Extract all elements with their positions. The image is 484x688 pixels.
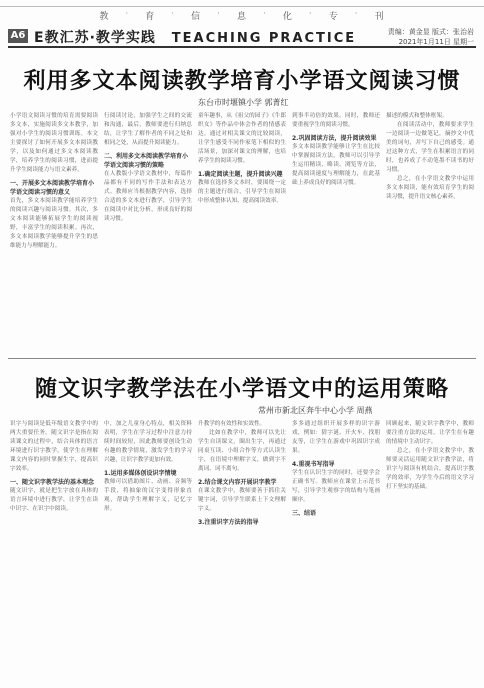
subheading: 一、随文识字教学法的基本理念	[10, 479, 95, 486]
paragraph: 回顾起来，随文识字教学中，教师要注重方法的运用，让学生在有趣的情境中主动识字。	[386, 421, 474, 445]
subheading: 2.结合课文内容开展识字教学	[198, 479, 277, 486]
article-1-body	[10, 112, 474, 352]
page-meta	[388, 27, 474, 47]
paragraph: 多多通过组织开展多样的识字游戏，例如：猜字谜、开火车、找朋友等，让学生在游戏中巩固识字成果。	[292, 421, 380, 454]
paragraph: 到事半功倍的效果。同时，教师还要重视学生的阅读习惯。	[292, 113, 380, 128]
header-slogan: 教 · 育 · 信 · 息 · 化 · 专 · 刊	[99, 9, 385, 22]
paragraph: 总之，在小学语文教学中，教师要灵活运用随文识字教学法，将识字与阅读有机结合，提高识字教学的效率，为学生今后的语文学习打下坚实的基础。	[386, 448, 474, 490]
article-1-column	[292, 112, 380, 352]
article-1-byline: 东台市时堰镇小学 郭菁红	[198, 98, 289, 107]
section-title-cn: E教汇苏·教学实践	[34, 30, 156, 46]
article-1-column	[198, 112, 286, 352]
article-1-title: 利用多文本阅读教学培育小学语文阅读习惯	[23, 69, 461, 94]
header-rule	[8, 46, 476, 48]
article-2-byline: 常州市新北区奔牛中心小学 周燕	[258, 406, 373, 415]
subheading: 4.重视书写指导	[292, 461, 335, 468]
paragraph: 小学语文阅读习惯的培育需要阅读多文本，实施阅读多文本教学，加强对小学生的阅读习惯训练。本文主要探讨了如何开展多文本阅读教学，以及如何通过多文本阅读教学，培养学生的阅读习惯，进而提升学生阅读能力与语文素养。	[10, 113, 98, 173]
section-title	[34, 27, 356, 47]
subheading: 1.确定阅读主题，提升阅读兴趣	[198, 171, 283, 178]
slogan-char: 专	[328, 12, 339, 22]
paragraph: 首先，多文本阅读教学能培养学生的阅读兴趣与阅读习惯。其次，多文本阅读能够拓展学生的阅读视野，丰富学生的阅读积累。再次，多文本阅读教学能够提升学生的思维能力与理解能力。	[10, 198, 98, 249]
paragraph: 识字与阅读是低年级语文教学中的两大重要任务。随文识字是指在阅读课文的过程中，结合具体的语言环境进行识字教学，使学生在理解课文内容的同时掌握生字，提高识字效率。	[10, 421, 98, 472]
paragraph: 教师可以借助图片、动画、音频等手段，将抽象的汉字变得形象直观，帮助学生理解字义，记忆字形。	[104, 479, 192, 512]
paragraph: 总之，在小学语文教学中运用多文本阅读，能有效培育学生的阅读习惯，提升语文核心素养。	[386, 176, 474, 200]
article-2-column	[198, 420, 286, 682]
article-2-title: 随文识字教学法在小学语文中的运用策略	[34, 377, 449, 402]
slogan-char: 教	[99, 12, 110, 22]
paragraph: 学生在认识生字的同时，还要学会正确书写。教师应在课堂上示范书写，引导学生观察字的结构与笔画顺序。	[292, 470, 380, 503]
slogan-char: 育	[145, 12, 156, 22]
article-2-body	[10, 420, 474, 682]
subheading: 3.注重识字方法的指导	[198, 519, 259, 526]
slogan-char: 息	[236, 12, 247, 22]
paragraph: 在课文教学中，教师要善于抓住关键字词，引导学生联系上下文理解字义。	[198, 488, 286, 512]
paragraph: 中，加之儿童身心特点，相关资料表明，学生在学习过程中注意力持续时间较短，因此教师要创设生动有趣的教学情境，激发学生的学习兴趣，让识字教学更加有效。	[104, 421, 192, 463]
subheading: 2.巩固阅读方法，提升阅读效果	[292, 135, 377, 142]
subheading: 1.运用多媒体创设识字情境	[104, 470, 177, 477]
subheading: 三、结语	[292, 510, 317, 517]
paragraph: 在人教版小学语文教材中，每篇作品都有不同的写作手法和表达方式。教师应当根据教学内容，选择合适的多文本进行教学，引导学生在阅读中对比分析，形成良好的阅读习惯。	[104, 171, 192, 222]
slogan-char: 信	[191, 12, 202, 22]
paragraph: 描述的模式和整体框架。	[386, 113, 448, 119]
header-top-line	[0, 6, 484, 7]
article-1-column	[104, 112, 192, 352]
subheading: 一、开展多文本阅读教学培育小学语文阅读习惯的意义	[10, 180, 95, 196]
article-divider	[8, 358, 476, 359]
paragraph: 教师在选择多文本时，要围绕一定的主题进行组合，引导学生在阅读中形成整体认知，提高阅读效率。	[198, 180, 286, 204]
paragraph: 多文本阅读教学能够让学生在比较中掌握阅读方法。教师可以引导学生运用精读、略读、浏览等方法，提高阅读速度与理解能力，在此基础上养成良好的阅读习惯。	[292, 144, 380, 186]
paragraph: 随文识字，就是把生字放在具体的语言环境中进行教学，让学生在读中识字、在识字中阅读。	[10, 488, 98, 512]
article-1-column	[10, 112, 98, 352]
article-2-column	[386, 420, 474, 682]
meta-date: 2021年1月11日 星期一	[398, 38, 474, 46]
paragraph: 升教学的有效性和实效性。	[198, 421, 266, 427]
paragraph: 行阅读讨论，加强学生之间的交流和沟通，最后，教师要进行归纳总结，让学生了解作者的不同之处和相同之处，从而提升阅读能力。	[104, 113, 192, 146]
paragraph: 在阅读活动中，教师要求学生一边阅读一边做笔记，摘抄文中优美的词句，并写下自己的感受。通过这种方式，学生在积累语言的同时，也养成了不动笔墨不读书的好习惯。	[386, 122, 474, 173]
article-2-column	[292, 420, 380, 682]
slogan-char: 化	[282, 12, 293, 22]
page-code-badge: A6	[8, 29, 28, 43]
slogan-char: 刊	[374, 12, 385, 22]
paragraph: 童年趣事，从《祖父的园子》《牛郎织女》等作品中体会作者的情感表达。通过对相关课文的比较阅读，让学生感受不同作家笔下相似的生活场景，加深对课文的理解，也培养学生的阅读习惯。	[198, 113, 286, 164]
article-1-column	[386, 112, 474, 352]
meta-editors: 责编：黄金显 版式：张治岩	[387, 28, 474, 36]
paragraph: 比如在教学中，教师可以先让学生自读课文，圈出生字，再通过同桌互读、小组合作等方式认读生字，在语境中理解字义，做到字不离词、词不离句。	[198, 430, 286, 472]
article-2-column	[104, 420, 192, 682]
section-title-en: TEACHING PRACTICE	[171, 31, 357, 46]
subheading: 二、利用多文本阅读教学培育小学语文阅读习惯的策略	[104, 153, 189, 169]
article-2-column	[10, 420, 98, 682]
